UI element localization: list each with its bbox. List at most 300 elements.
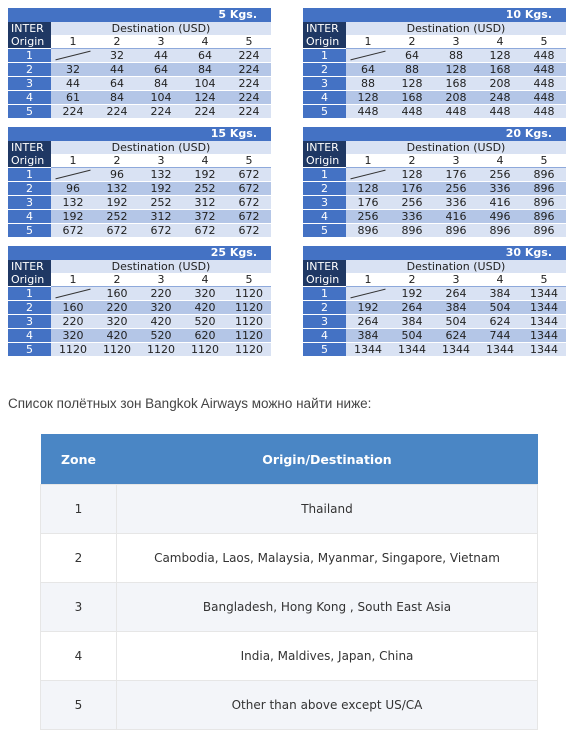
destination-label: Destination (USD)	[51, 141, 271, 154]
destination-zone-header: 1	[346, 273, 390, 287]
rate-cell: 176	[434, 168, 478, 182]
rate-cell: 104	[139, 91, 183, 105]
destination-label: Destination (USD)	[346, 22, 566, 35]
rate-cell: 132	[139, 168, 183, 182]
destination-zone-header: 4	[183, 35, 227, 49]
zone-row	[41, 632, 538, 681]
rate-row	[8, 315, 271, 329]
rate-cell: 44	[95, 63, 139, 77]
rate-row	[303, 210, 566, 224]
rate-table	[8, 127, 271, 237]
zone-number: 4	[41, 632, 117, 681]
rate-cell: 372	[183, 210, 227, 224]
origin-label: Origin	[8, 35, 51, 49]
rate-row	[8, 105, 271, 119]
destination-zone-header: 2	[95, 273, 139, 287]
rate-cell: 176	[390, 182, 434, 196]
rate-cell: 1344	[346, 343, 390, 357]
rate-cell: 1120	[139, 343, 183, 357]
destination-zone-header: 1	[51, 273, 95, 287]
rate-row	[303, 224, 566, 238]
rate-table-title-row	[8, 127, 271, 141]
rate-row	[303, 91, 566, 105]
rate-cell: 1344	[522, 287, 566, 301]
rate-cell: 620	[183, 329, 227, 343]
rate-row	[303, 315, 566, 329]
rate-cell: 896	[434, 224, 478, 238]
rate-cell: 504	[390, 329, 434, 343]
rate-cell: 1120	[227, 329, 271, 343]
rate-cell: 672	[227, 210, 271, 224]
destination-zone-header: 3	[434, 273, 478, 287]
rate-cell: 84	[183, 63, 227, 77]
origin-zone: 1	[8, 49, 51, 63]
rate-cell: 520	[139, 329, 183, 343]
rate-cell: 448	[478, 105, 522, 119]
rate-cell: 64	[183, 49, 227, 63]
zones-intro-text: Список полётных зон Bangkok Airways можно найти ниже:	[8, 396, 372, 411]
rate-cell	[346, 287, 390, 301]
rate-cell: 448	[522, 77, 566, 91]
origin-zone: 5	[303, 224, 346, 238]
inter-label: INTER	[303, 22, 346, 35]
rate-cell: 672	[227, 196, 271, 210]
rate-row	[303, 63, 566, 77]
rate-cell: 320	[51, 329, 95, 343]
origin-zone: 5	[8, 224, 51, 238]
origin-zone: 1	[303, 168, 346, 182]
rate-cell: 896	[346, 224, 390, 238]
destination-zone-header: 5	[227, 35, 271, 49]
destination-zone-header: 1	[51, 154, 95, 168]
rate-cell: 224	[51, 105, 95, 119]
rate-cell: 896	[522, 182, 566, 196]
rate-cell: 224	[183, 105, 227, 119]
rate-cell: 1344	[522, 343, 566, 357]
rate-table-columns-row	[303, 35, 566, 49]
origin-zone: 2	[8, 63, 51, 77]
rate-table-title: 5 Kgs.	[8, 8, 271, 22]
rate-cell: 176	[346, 196, 390, 210]
rate-cell: 64	[346, 63, 390, 77]
rate-cell: 384	[478, 287, 522, 301]
destination-zone-header: 5	[227, 154, 271, 168]
destination-zone-header: 4	[183, 273, 227, 287]
rate-row	[303, 168, 566, 182]
origin-label: Origin	[303, 154, 346, 168]
destination-label: Destination (USD)	[346, 141, 566, 154]
destination-zone-header: 5	[522, 35, 566, 49]
rate-row	[8, 49, 271, 63]
rate-cell: 248	[478, 91, 522, 105]
destination-zone-header: 3	[434, 35, 478, 49]
rate-cell: 384	[346, 329, 390, 343]
destination-label: Destination (USD)	[346, 260, 566, 273]
origin-zone: 3	[303, 77, 346, 91]
rate-cell: 672	[51, 224, 95, 238]
zone-number: 1	[41, 485, 117, 534]
rate-table-columns-row	[8, 35, 271, 49]
rate-cell: 168	[478, 63, 522, 77]
rate-table	[303, 127, 566, 237]
rate-cell: 88	[346, 77, 390, 91]
rate-cell: 220	[51, 315, 95, 329]
origin-zone: 3	[8, 315, 51, 329]
rate-cell: 320	[95, 315, 139, 329]
rate-cell: 192	[390, 287, 434, 301]
rate-cell: 384	[390, 315, 434, 329]
rate-cell: 96	[51, 182, 95, 196]
rate-table-header-row	[8, 141, 271, 154]
origin-zone: 4	[8, 329, 51, 343]
rate-table-header-row	[303, 22, 566, 35]
origin-zone: 3	[8, 196, 51, 210]
inter-label: INTER	[8, 260, 51, 273]
rate-table-title: 30 Kgs.	[303, 246, 566, 260]
rate-cell: 672	[95, 224, 139, 238]
zone-destination: India, Maldives, Japan, China	[117, 632, 538, 681]
rate-table-columns-row	[8, 273, 271, 287]
rate-cell: 448	[434, 105, 478, 119]
rate-cell: 84	[139, 77, 183, 91]
origin-zone: 4	[8, 91, 51, 105]
rate-cell: 128	[346, 91, 390, 105]
rate-row	[8, 91, 271, 105]
destination-zone-header: 5	[522, 273, 566, 287]
destination-zone-header: 5	[522, 154, 566, 168]
rate-row	[8, 343, 271, 357]
rate-cell: 416	[434, 210, 478, 224]
rate-cell: 224	[227, 63, 271, 77]
zones-table	[40, 434, 538, 730]
rate-cell: 192	[183, 168, 227, 182]
rate-row	[8, 77, 271, 91]
rate-cell: 312	[139, 210, 183, 224]
rate-cell: 448	[390, 105, 434, 119]
destination-label: Destination (USD)	[51, 260, 271, 273]
rate-row	[303, 77, 566, 91]
origin-zone: 2	[303, 63, 346, 77]
rate-cell: 224	[227, 105, 271, 119]
rate-cell: 32	[95, 49, 139, 63]
destination-label: Destination (USD)	[51, 22, 271, 35]
rate-cell: 896	[390, 224, 434, 238]
rate-table	[303, 8, 566, 118]
rate-cell: 448	[522, 63, 566, 77]
rate-cell: 672	[227, 182, 271, 196]
rate-cell: 384	[434, 301, 478, 315]
origin-label: Origin	[303, 35, 346, 49]
rate-table-columns-row	[303, 154, 566, 168]
rate-cell: 84	[95, 91, 139, 105]
rate-row	[303, 49, 566, 63]
rate-cell: 220	[95, 301, 139, 315]
zone-row	[41, 583, 538, 632]
origin-zone: 1	[303, 49, 346, 63]
rate-cell: 192	[95, 196, 139, 210]
destination-zone-header: 1	[346, 35, 390, 49]
rate-cell: 168	[434, 77, 478, 91]
origin-label: Origin	[8, 154, 51, 168]
rate-cell: 744	[478, 329, 522, 343]
rate-row	[8, 329, 271, 343]
rate-cell: 312	[183, 196, 227, 210]
rate-row	[303, 301, 566, 315]
rate-cell: 61	[51, 91, 95, 105]
rate-cell: 132	[51, 196, 95, 210]
rate-table-title: 20 Kgs.	[303, 127, 566, 141]
origin-zone: 3	[303, 315, 346, 329]
zone-number: 3	[41, 583, 117, 632]
rate-row	[8, 210, 271, 224]
origin-zone: 4	[303, 329, 346, 343]
rate-cell: 420	[183, 301, 227, 315]
rate-cell: 128	[434, 63, 478, 77]
zone-number: 5	[41, 681, 117, 730]
rate-cell: 448	[522, 105, 566, 119]
rate-cell: 420	[95, 329, 139, 343]
rate-row	[8, 182, 271, 196]
rate-cell: 416	[478, 196, 522, 210]
origin-zone: 3	[303, 196, 346, 210]
zone-row	[41, 681, 538, 730]
rate-cell: 256	[390, 196, 434, 210]
rate-cell: 252	[95, 210, 139, 224]
origin-destination-column-header: Origin/Destination	[117, 434, 538, 485]
rate-row	[303, 287, 566, 301]
rate-cell: 896	[522, 210, 566, 224]
rate-cell: 264	[390, 301, 434, 315]
destination-zone-header: 2	[95, 154, 139, 168]
rate-table-title: 15 Kgs.	[8, 127, 271, 141]
destination-zone-header: 4	[478, 35, 522, 49]
destination-zone-header: 5	[227, 273, 271, 287]
rate-cell: 520	[183, 315, 227, 329]
rate-cell: 320	[139, 301, 183, 315]
zone-destination: Other than above except US/CA	[117, 681, 538, 730]
rate-cell: 208	[434, 91, 478, 105]
rate-cell: 224	[139, 105, 183, 119]
origin-zone: 5	[303, 343, 346, 357]
zone-destination: Cambodia, Laos, Malaysia, Myanmar, Singapore, Vietnam	[117, 534, 538, 583]
rate-cell: 448	[346, 105, 390, 119]
rate-table	[8, 8, 271, 118]
rate-table-header-row	[8, 260, 271, 273]
rate-cell: 128	[390, 168, 434, 182]
rate-cell: 1120	[227, 315, 271, 329]
rate-cell: 320	[183, 287, 227, 301]
rate-cell: 1120	[227, 287, 271, 301]
origin-zone: 5	[8, 343, 51, 357]
rate-cell	[51, 168, 95, 182]
rate-cell: 1120	[227, 343, 271, 357]
rate-cell: 192	[346, 301, 390, 315]
rate-row	[8, 287, 271, 301]
inter-label: INTER	[303, 141, 346, 154]
rate-row	[8, 301, 271, 315]
rate-table-columns-row	[303, 273, 566, 287]
origin-zone: 4	[303, 91, 346, 105]
rate-table-header-row	[8, 22, 271, 35]
destination-zone-header: 2	[390, 154, 434, 168]
rate-cell: 256	[434, 182, 478, 196]
destination-zone-header: 4	[478, 273, 522, 287]
rate-cell: 252	[139, 196, 183, 210]
rate-cell: 224	[227, 49, 271, 63]
rate-cell	[51, 49, 95, 63]
rate-cell	[346, 49, 390, 63]
destination-zone-header: 4	[183, 154, 227, 168]
origin-zone: 2	[303, 182, 346, 196]
rate-cell: 64	[95, 77, 139, 91]
origin-label: Origin	[8, 273, 51, 287]
rate-table-title: 25 Kgs.	[8, 246, 271, 260]
destination-zone-header: 3	[139, 35, 183, 49]
zone-destination: Thailand	[117, 485, 538, 534]
rate-cell: 168	[390, 91, 434, 105]
origin-zone: 2	[8, 182, 51, 196]
rate-table-title-row	[303, 127, 566, 141]
destination-zone-header: 2	[390, 35, 434, 49]
rate-cell: 672	[227, 168, 271, 182]
destination-zone-header: 2	[390, 273, 434, 287]
destination-zone-header: 1	[51, 35, 95, 49]
zone-column-header: Zone	[41, 434, 117, 485]
rate-table-title-row	[303, 246, 566, 260]
rate-cell: 624	[478, 315, 522, 329]
zones-header-row	[41, 434, 538, 485]
rate-cell: 1120	[95, 343, 139, 357]
rate-cell: 1344	[478, 343, 522, 357]
rate-row	[303, 196, 566, 210]
rate-cell: 1344	[522, 315, 566, 329]
origin-zone: 1	[8, 168, 51, 182]
rate-row	[303, 105, 566, 119]
rate-cell: 192	[139, 182, 183, 196]
origin-zone: 5	[8, 105, 51, 119]
rate-cell: 192	[51, 210, 95, 224]
rate-cell: 224	[95, 105, 139, 119]
destination-zone-header: 3	[434, 154, 478, 168]
rate-table-header-row	[303, 141, 566, 154]
rate-cell: 32	[51, 63, 95, 77]
rate-cell: 1344	[522, 301, 566, 315]
origin-label: Origin	[303, 273, 346, 287]
rate-cell: 672	[139, 224, 183, 238]
rate-cell: 224	[227, 77, 271, 91]
rate-row	[303, 343, 566, 357]
zone-destination: Bangladesh, Hong Kong , South East Asia	[117, 583, 538, 632]
rate-cell: 256	[346, 210, 390, 224]
rate-table-title-row	[8, 246, 271, 260]
inter-label: INTER	[8, 141, 51, 154]
rate-cell: 1344	[390, 343, 434, 357]
inter-label: INTER	[303, 260, 346, 273]
origin-zone: 3	[8, 77, 51, 91]
rate-cell: 252	[183, 182, 227, 196]
rate-cell: 1120	[227, 301, 271, 315]
rate-cell: 504	[478, 301, 522, 315]
rate-cell: 64	[390, 49, 434, 63]
destination-zone-header: 1	[346, 154, 390, 168]
rate-cell: 624	[434, 329, 478, 343]
zone-row	[41, 534, 538, 583]
rate-cell: 64	[139, 63, 183, 77]
rate-cell: 128	[346, 182, 390, 196]
origin-zone: 2	[303, 301, 346, 315]
rate-cell: 1120	[51, 343, 95, 357]
rate-cell: 44	[51, 77, 95, 91]
rate-cell	[51, 287, 95, 301]
rate-cell: 132	[95, 182, 139, 196]
rate-cell: 672	[183, 224, 227, 238]
rate-cell: 896	[478, 224, 522, 238]
rate-row	[303, 329, 566, 343]
rate-cell: 124	[183, 91, 227, 105]
rate-cell: 88	[434, 49, 478, 63]
rate-cell: 896	[522, 224, 566, 238]
rate-cell: 128	[390, 77, 434, 91]
rate-cell: 264	[434, 287, 478, 301]
rate-cell: 1344	[522, 329, 566, 343]
rate-cell: 160	[51, 301, 95, 315]
zone-row	[41, 485, 538, 534]
rate-table-columns-row	[8, 154, 271, 168]
destination-zone-header: 3	[139, 154, 183, 168]
rate-cell: 128	[478, 49, 522, 63]
rate-cell	[346, 168, 390, 182]
rate-table-title-row	[303, 8, 566, 22]
rate-cell: 208	[478, 77, 522, 91]
inter-label: INTER	[8, 22, 51, 35]
destination-zone-header: 3	[139, 273, 183, 287]
rate-cell: 420	[139, 315, 183, 329]
rate-table	[303, 246, 566, 356]
rate-cell: 336	[390, 210, 434, 224]
rate-cell: 1120	[183, 343, 227, 357]
origin-zone: 4	[8, 210, 51, 224]
rate-cell: 448	[522, 91, 566, 105]
rate-cell: 88	[390, 63, 434, 77]
rate-cell: 336	[434, 196, 478, 210]
destination-zone-header: 4	[478, 154, 522, 168]
rate-cell: 496	[478, 210, 522, 224]
rate-row	[8, 168, 271, 182]
rate-cell: 448	[522, 49, 566, 63]
rate-cell: 220	[139, 287, 183, 301]
zone-number: 2	[41, 534, 117, 583]
rate-row	[303, 182, 566, 196]
rate-cell: 896	[522, 196, 566, 210]
rate-row	[8, 224, 271, 238]
rate-cell: 1344	[434, 343, 478, 357]
rate-cell: 224	[227, 91, 271, 105]
rate-cell: 336	[478, 182, 522, 196]
rate-cell: 264	[346, 315, 390, 329]
rate-cell: 672	[227, 224, 271, 238]
origin-zone: 5	[303, 105, 346, 119]
rate-cell: 104	[183, 77, 227, 91]
rate-table	[8, 246, 271, 356]
origin-zone: 1	[8, 287, 51, 301]
rate-row	[8, 63, 271, 77]
rate-row	[8, 196, 271, 210]
rate-table-title-row	[8, 8, 271, 22]
rate-cell: 504	[434, 315, 478, 329]
origin-zone: 2	[8, 301, 51, 315]
rate-cell: 256	[478, 168, 522, 182]
rate-cell: 896	[522, 168, 566, 182]
